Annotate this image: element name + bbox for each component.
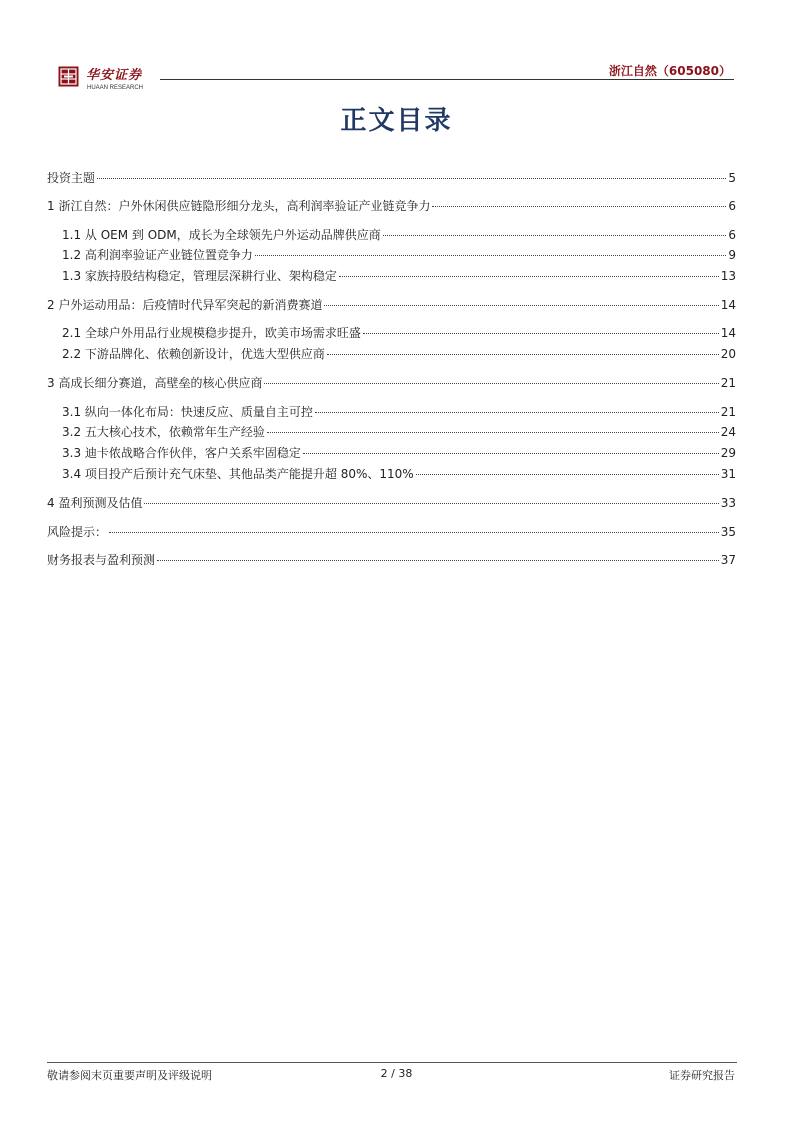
toc-entry-label: 3 高成长细分赛道，高壁垒的核心供应商 — [47, 376, 263, 390]
toc-entry-label: 2.1 全球户外用品行业规模稳步提升，欧美市场需求旺盛 — [62, 326, 361, 340]
toc-entry-page: 24 — [720, 425, 736, 439]
toc-leader-dots — [327, 354, 719, 355]
toc-entry[interactable] — [62, 445, 736, 461]
toc-entry-label: 3.3 迪卡侬战略合作伙伴，客户关系牢固稳定 — [62, 446, 301, 460]
toc-entry-page: 6 — [728, 199, 736, 213]
toc-entry-label: 1 浙江自然：户外休闲供应链隐形细分龙头，高利润率验证产业链竞争力 — [47, 199, 431, 213]
huaan-logo-icon — [58, 66, 79, 87]
toc-entry[interactable] — [62, 247, 736, 263]
footer-report-type: 证券研究报告 — [669, 1069, 735, 1082]
toc-entry-page: 29 — [720, 446, 736, 460]
footer-divider — [47, 1062, 737, 1063]
toc-entry[interactable] — [47, 552, 736, 568]
header-divider — [160, 79, 734, 80]
toc-entry[interactable] — [62, 227, 736, 243]
toc-entry-label: 风险提示： — [47, 525, 108, 539]
toc-entry[interactable] — [62, 268, 736, 284]
toc-entry-page: 21 — [720, 405, 736, 419]
toc-entry-page: 6 — [728, 228, 736, 242]
header-company-ticker: 浙江自然（605080） — [608, 64, 731, 78]
toc-leader-dots — [303, 453, 719, 454]
toc-entry-label: 4 盈利预测及估值 — [47, 496, 143, 510]
toc-leader-dots — [97, 178, 726, 179]
toc-leader-dots — [157, 560, 719, 561]
toc-entry-label: 3.4 项目投产后预计充气床垫、其他品类产能提升超 80%、110% — [62, 467, 414, 481]
logo-english-name: HUAAN RESEARCH — [87, 85, 144, 91]
logo-chinese-name: 华安证券 — [86, 68, 143, 83]
page-number: 2 / 38 — [380, 1067, 413, 1080]
toc-entry[interactable] — [47, 375, 736, 391]
toc-entry-label: 3.2 五大核心技术，依赖常年生产经验 — [62, 425, 265, 439]
toc-entry-label: 2.2 下游品牌化、依赖创新设计，优选大型供应商 — [62, 347, 325, 361]
page-title: 正文目录 — [340, 106, 453, 136]
toc-entry-page: 14 — [720, 326, 736, 340]
toc-entry-label: 1.2 高利润率验证产业链位置竞争力 — [62, 248, 253, 262]
toc-leader-dots — [432, 206, 726, 207]
toc-entry[interactable] — [62, 424, 736, 440]
toc-entry-page: 5 — [728, 171, 736, 185]
toc-leader-dots — [363, 333, 719, 334]
toc-leader-dots — [264, 383, 718, 384]
toc-entry-page: 37 — [720, 553, 736, 567]
toc-leader-dots — [144, 503, 718, 504]
toc-entry[interactable] — [62, 466, 736, 482]
toc-entry-label: 2 户外运动用品：后疫情时代异军突起的新消费赛道 — [47, 298, 323, 312]
toc-entry-label: 1.3 家族持股结构稳定，管理层深耕行业、架构稳定 — [62, 269, 337, 283]
toc-entry-page: 33 — [720, 496, 736, 510]
toc-entry-page: 14 — [720, 298, 736, 312]
toc-entry[interactable] — [62, 325, 736, 341]
toc-leader-dots — [339, 276, 719, 277]
toc-leader-dots — [109, 532, 719, 533]
toc-entry[interactable] — [47, 524, 736, 540]
toc-entry[interactable] — [47, 297, 736, 313]
toc-leader-dots — [383, 235, 727, 236]
toc-entry-page: 35 — [720, 525, 736, 539]
toc-entry-label: 财务报表与盈利预测 — [47, 553, 156, 567]
toc-entry-label: 3.1 纵向一体化布局：快速反应、质量自主可控 — [62, 405, 313, 419]
footer-disclaimer: 敬请参阅末页重要声明及评级说明 — [47, 1069, 212, 1082]
toc-leader-dots — [255, 255, 726, 256]
toc-leader-dots — [324, 305, 718, 306]
toc-entry[interactable] — [47, 495, 736, 511]
toc-leader-dots — [416, 474, 719, 475]
toc-entry-page: 13 — [720, 269, 736, 283]
toc-entry-page: 9 — [728, 248, 736, 262]
toc-entry-page: 20 — [720, 347, 736, 361]
toc-entry-label: 投资主题 — [47, 171, 96, 185]
toc-leader-dots — [267, 432, 719, 433]
toc-entry[interactable] — [47, 170, 736, 186]
toc-entry-page: 31 — [720, 467, 736, 481]
toc-entry[interactable] — [47, 198, 736, 214]
toc-leader-dots — [315, 412, 719, 413]
toc-entry[interactable] — [62, 346, 736, 362]
toc-entry-label: 1.1 从 OEM 到 ODM，成长为全球领先户外运动品牌供应商 — [62, 228, 381, 242]
toc-entry-page: 21 — [720, 376, 736, 390]
toc-entry[interactable] — [62, 404, 736, 420]
